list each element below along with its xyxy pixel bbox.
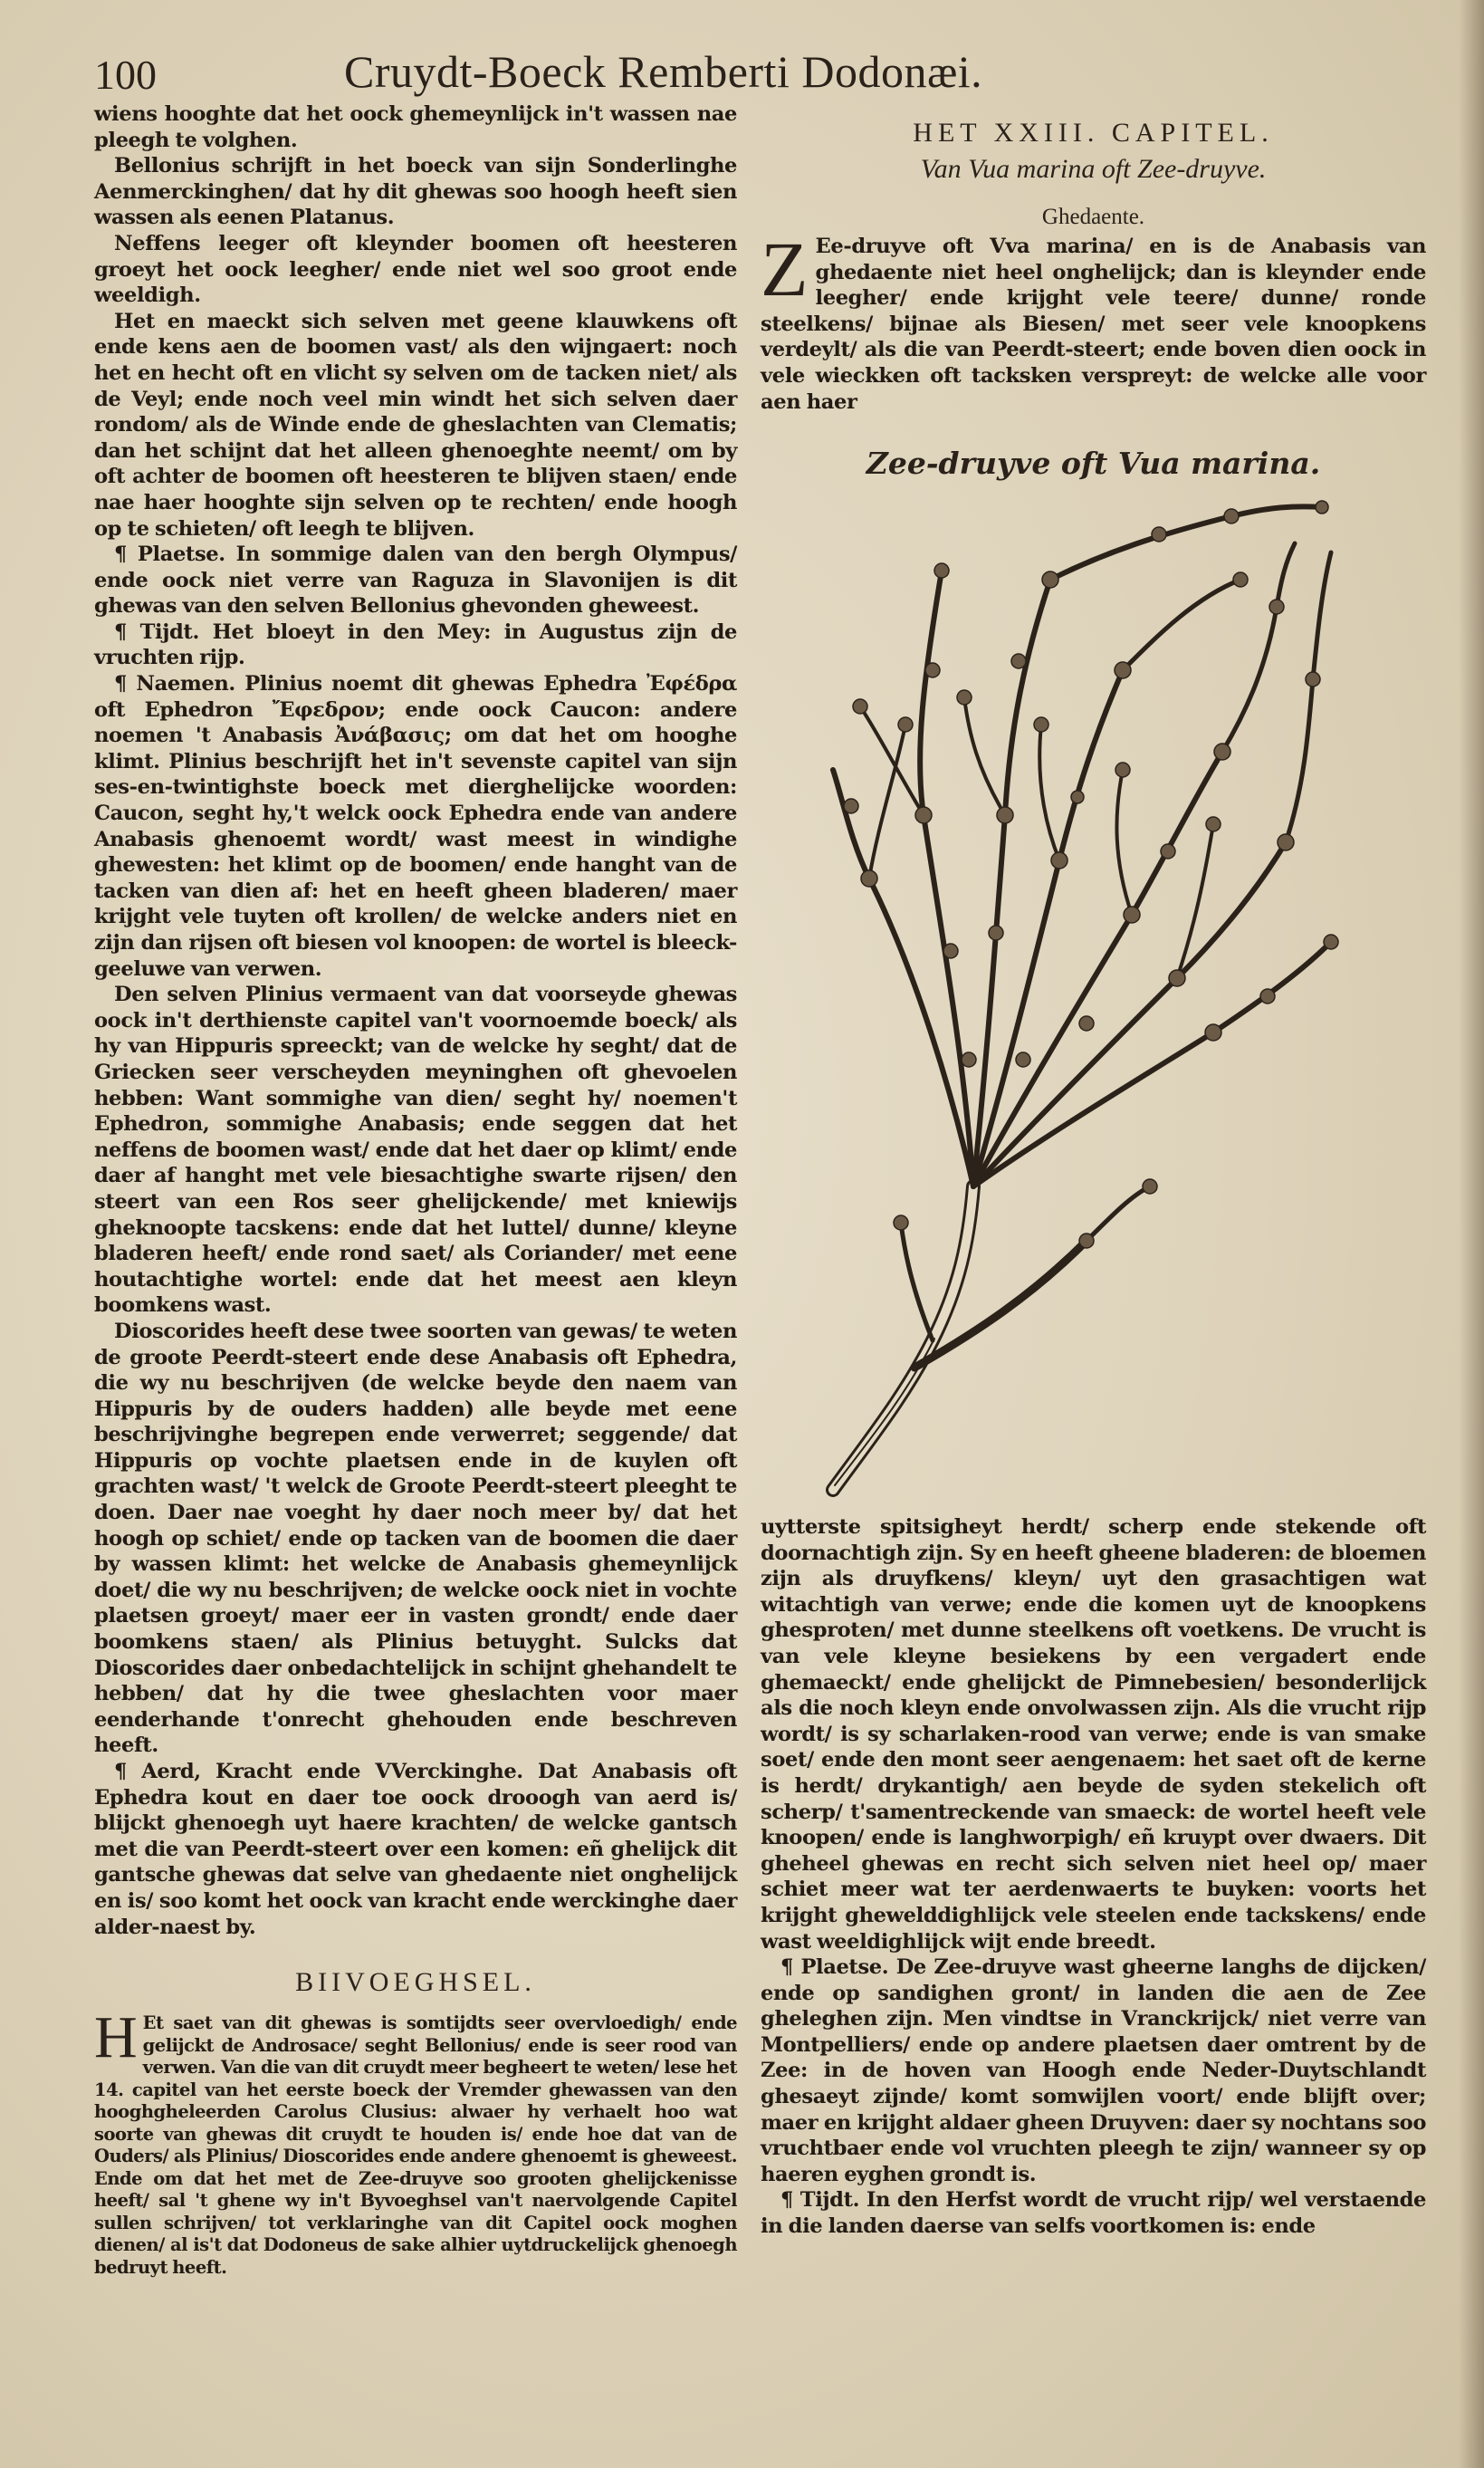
page-number: 100: [94, 52, 157, 98]
page-header: [91, 45, 1403, 109]
bijvoeghsel-heading: BIIVOEGHSEL.: [295, 1967, 536, 1998]
running-title: Cruydt-Boeck Remberti Dodonæi.: [344, 46, 983, 97]
chapter-subtitle: Van Vua marina oft Zee-druyve.: [920, 154, 1267, 184]
paragraph: Dioscorides heeft dese twee soorten van gewas/ te weten de groote Peerdt-steert ende dese Anabasis oft Ephedra, die wy nu beschrijven (de welcke beyde den naem van Hippuris by de ouders hadden) alle beyde met eene beschrijvinghe begrepen ende verwerret; seggende/ dat Hippuris op vochte plaetsen ende in de kuylen oft grachten wast/ 't welck de Groote Peerdt-steert pleeght te doen. Daer nae voeght hy daer noch meer by/ dat het hoogh op schiet/ ende op tacken van de boomen die daer by wassen klimt: het welcke de Anabasis ghemeynlijck doet/ die wy nu beschrijven; de welcke oock niet in vochte plaetsen groeyt/ maer eer in vasten grondt/ ende daer boomkens staen/ als Plinius betuyght. Sulcks dat Dioscorides daer onbedachtelijck in schijnt ghehandelt te hebben/ dat hy die twee gheslachten voor maer eenderhande t'onrecht ghehouden ende beschreven heeft.: [94, 1319, 737, 1758]
bijvoeghsel-text: Et saet van dit ghewas is somtijdts seer overvloedigh/ ende gelijckt de Androsace/ seght Bellonius/ ende is seer rood van verwen. Van die van dit cruydt meer begheert te weten/ lese het 14. capitel van het eerste boeck der Vremder ghewassen van den hooghgheleerden Carolus Clusius: alwaer hy verhaelt hoo wat soorte van ghewas dit cruydt te houden is/ ende hoe dat van de Ouders/ als Plinius/ Dioscorides ende andere ghenoemt is gheweest. Ende om dat het met de Zee-druyve soo grooten ghelijckenisse heeft/ sal 't ghene wy in't Byvoeghsel van't naervolgende Capitel sullen schrijven/ tot verklaringhe van dit Capitel oock moghen dienen/ al is't dat Dodoneus de sake alhier uytdruckelijck ghenoegh bedruyt heeft.: [94, 2012, 737, 2278]
figure-caption: Zee-druyve oft Vua marina.: [866, 446, 1321, 482]
left-column: [94, 101, 737, 2279]
right-column-lower: [761, 1514, 1426, 2240]
paragraph: Het en maeckt sich selven met geene klauwkens oft ende kens aen de boomen vast/ als den wijngaert: noch het en hecht oft en vlicht sy selven om de tacken niet/ als de Veyl; ende noch veel min windt het sich selven daer rondom/ als de Winde ende de gheslachten van Clematis; dan het schijnt dat het alleen ghenoeghte neemt/ om by oft achter de boomen oft heesteren te blijven staen/ ende nae haer hooghte sijn selven op te rechten/ ende hoogh op te schieten/ oft leegh te blijven.: [94, 309, 737, 541]
paragraph: Bellonius schrijft in het boeck van sijn Sonderlinghe Aenmerckinghen/ dat hy dit ghewas soo hoogh heeft sien wassen als eenen Platanus.: [94, 154, 737, 230]
plant-woodcut-illustration: [815, 498, 1358, 1503]
intro-section: [761, 226, 1426, 415]
paragraph-plaetse: ¶ Plaetse. In sommige dalen van den bergh Olympus/ ende oock niet verre van Raguza in Slavonijen is dit ghewas van den selven Bellonius ghevonden gheweest.: [94, 543, 737, 619]
drop-cap: H: [94, 2004, 138, 2071]
intro-text: Ee-druyve oft Vva marina/ en is de Anabasis van ghedaente niet heel onghelijck; dan is kleynder ende leegher/ ende krijght vele teere/ dunne/ ronde steelkens/ bijnae als Biesen/ met seer vele knoopkens verdeylt/ als die van Peerdt-steert; ende boven dien oock in vele wieckken oft tacksken verspreyt: de welcke alle voor aen haer: [761, 235, 1426, 414]
paragraph-naemen: ¶ Naemen. Plinius noemt dit ghewas Ephedra Ἐφέδρα oft Ephedron Ἔφεδρον; ende oock Caucon: andere noemen 't Anabasis Ἀνάβασις; om dat het om hooghe klimt. Plinius beschrijft het in't sevenste capitel van sijn ses-en-twintighste boeck met dierghelijcke woorden: Caucon, seght hy,'t welck oock Ephedra ende van andere Anabasis ghenoemt wordt/ wast meest in windighe ghewesten: het klimt op de boomen/ ende hanght van de tacken van dien af: het en heeft gheen bladeren/ maer krijght vele tuyten oft krollen/ de welcke anders niet en zijn dan rijsen oft biesen vol knoopen: de wortel is bleeck-geeluwe van verwen.: [94, 672, 737, 981]
chapter-heading: HET XXIII. CAPITEL.: [913, 118, 1274, 148]
paragraph-tijdt: ¶ Tijdt. Het bloeyt in den Mey: in Augustus zijn de vruchten rijp.: [94, 619, 737, 670]
paragraph: uytterste spitsigheyt herdt/ scherp ende stekende oft doornachtigh zijn. Sy en heeft gheene bladeren: de bloemen zijn als druyfkens/ kleyn/ uyt den grasachtigen wat witachtigh van verwe; ende die komen uyt de knoopkens ghesproten/ met dunne steelkens oft voetkens. De vrucht is van vele kleyne besiekens by een vergadert ende ghemaeckt/ ende ghelijckt de Pimnebesien/ besonderlijck als die noch kleyn ende onvolwassen zijn. Als die vrucht rijp wordt/ is sy scharlaken-rood van verwe; ende is van smake soet/ ende den mont seer aengenaem: het saet oft de kerne is herdt/ drykantigh/ aen beyde de syden stekelich oft scherp/ t'samentreckende van smaeck: de wortel heeft vele knoopen/ ende is langhworpigh/ eñ kruypt over dwaers. Dit gheheel ghewas en recht sich selven niet heel op/ maer schiet meer wat ter aerdenwaerts te buyken: voorts het krijght ghewelddighlijck vele steelen ende tackskens/ ende wast weeldighlijck wijt ende breedt.: [761, 1515, 1426, 1954]
right-column: [761, 118, 1426, 481]
paragraph-plaetse: ¶ Plaetse. De Zee-druyve wast gheerne langhs de dijcken/ ende op sandighen gront/ in landen die aen de Zee gheleghen zijn. Men vindtse in Vranckrijck/ niet verre van Montpelliers/ ende op andere plaetsen daer omtrent by de Zee: in de hoven van Hoogh ende Neder-Duytschlandt ghesaeyt zijnde/ komt somwijlen voort/ ende blijft over; maer en krijght aldaer gheen Druyven: daer sy nochtans soo vruchtbaer ende vol vruchten pleegh te zijn/ wanneer sy op haeren eyghen grondt is.: [761, 1955, 1426, 2186]
ghedaente-label: Ghedaente.: [1041, 205, 1145, 229]
paragraph: Neffens leeger oft kleynder boomen oft heesteren groeyt het oock leegher/ ende niet wel soo groot ende weeldigh.: [94, 231, 737, 308]
paragraph: wiens hooghte dat het oock ghemeynlijck in't wassen nae pleegh te volghen.: [94, 102, 737, 152]
paragraph: Den selven Plinius vermaent van dat voorseyde ghewas oock in't derthienste capitel van't voornoemde boeck/ als hy van Hippuris spreeckt; van de welcke hy seght/ dat de Griecken seer verscheyden meyninghen oft ghevoelen hebben: Want sommighe van dien/ seght hy/ noemen't Ephedron, sommighe Anabasis; ende seggen dat het neffens de boomen wast/ ende dat het daer op klimt/ ende daer af hanght met vele biesachtighe swarte rijsen/ den steert van een Ros seer ghelijckende/ met kniewijs gheknoopte tacskens: ende dat het luttel/ dunne/ kleyne bladeren heeft/ ende rond saet/ als Coriander/ met eene houtachtighe wortel: ende dat het meest aen kleyn boomkens wast.: [94, 983, 737, 1318]
drop-cap: Z: [761, 226, 809, 312]
paragraph-aerd-kracht: ¶ Aerd, Kracht ende VVerckinghe. Dat Anabasis oft Ephedra kout en daer toe oock drooogh van aerd is/ blijckt ghenoegh uyt haere krachten/ de welcke gantsch met die van Peerdt-steert over een komen: eñ ghelijck dit gantsche ghewas dat selve van ghedaente niet onghelijck en is/ soo komt het oock van kracht ende werckinghe daer alder-naest by.: [94, 1760, 737, 1939]
bijvoeghsel-section: [94, 2004, 737, 2279]
paragraph-tijdt: ¶ Tijdt. In den Herfst wordt de vrucht rijp/ wel verstaende in die landen daerse van selfs voortkomen is: ende: [761, 2188, 1426, 2239]
